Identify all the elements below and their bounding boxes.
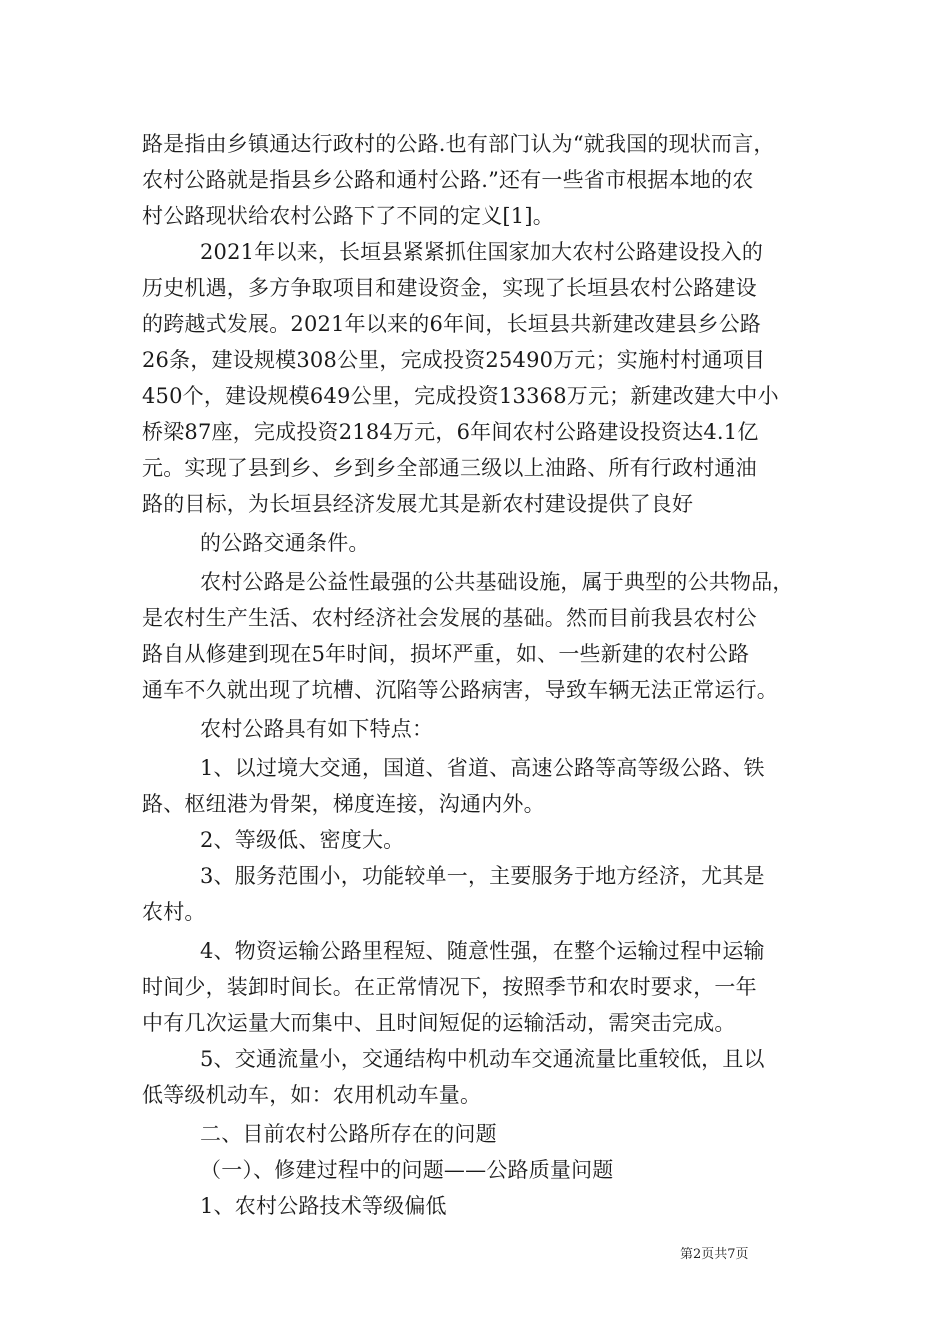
- text-line: 农村公路是公益性最强的公共基础设施，属于典型的公共物品，: [200, 570, 794, 594]
- text-line: 的公路交通条件。: [200, 531, 370, 555]
- text-line: 时间少，装卸时间长。在正常情况下，按照季节和农时要求，一年: [142, 975, 757, 999]
- text-line: 农村。: [142, 900, 206, 924]
- text-line: 路的目标，为长垣县经济发展尤其是新农村建设提供了良好: [142, 492, 694, 516]
- text-line: 1、农村公路技术等级偏低: [200, 1194, 447, 1218]
- text-line: 低等级机动车，如：农用机动车量。: [142, 1083, 482, 1107]
- text-line: 的跨越式发展。2021年以来的6年间，长垣县共新建改建县乡公路: [142, 312, 762, 336]
- text-line: 村公路现状给农村公路下了不同的定义[1]。: [142, 204, 554, 228]
- text-line: 1、以过境大交通，国道、省道、高速公路等高等级公路、铁: [200, 756, 765, 780]
- text-line: 路是指由乡镇通达行政村的公路.也有部门认为“就我国的现状而言，: [142, 132, 775, 156]
- text-line: 4、物资运输公路里程短、随意性强，在整个运输过程中运输: [200, 939, 765, 963]
- text-line: 是农村生产生活、农村经济社会发展的基础。然而目前我县农村公: [142, 606, 757, 630]
- text-line: 2、等级低、密度大。: [200, 828, 405, 852]
- text-line: 二、目前农村公路所存在的问题: [200, 1122, 497, 1146]
- text-line: 农村公路就是指县乡公路和通村公路.”还有一些省市根据本地的农: [142, 168, 754, 192]
- text-line: 元。实现了县到乡、乡到乡全部通三级以上油路、所有行政村通油: [142, 456, 757, 480]
- text-line: （一）、修建过程中的问题——公路质量问题: [200, 1158, 614, 1182]
- text-line: 路自从修建到现在5年时间，损坏严重，如、一些新建的农村公路: [142, 642, 750, 666]
- text-line: 5、交通流量小，交通结构中机动车交通流量比重较低，且以: [200, 1047, 765, 1071]
- text-line: 3、服务范围小，功能较单一，主要服务于地方经济，尤其是: [200, 864, 765, 888]
- text-line: 桥梁87座，完成投资2184万元，6年间农村公路建设投资达4.1亿: [142, 420, 759, 444]
- text-line: 通车不久就出现了坑槽、沉陷等公路病害，导致车辆无法正常运行。: [142, 678, 778, 702]
- text-line: 中有几次运量大而集中、且时间短促的运输活动，需突击完成。: [142, 1011, 736, 1035]
- text-line: 历史机遇，多方争取项目和建设资金，实现了长垣县农村公路建设: [142, 276, 757, 300]
- page-number: 第2页共7页: [680, 1247, 749, 1262]
- text-line: 450个，建设规模649公里，完成投资13368万元；新建改建大中小: [142, 384, 779, 408]
- text-line: 路、枢纽港为骨架，梯度连接，沟通内外。: [142, 792, 545, 816]
- text-line: 农村公路具有如下特点：: [200, 717, 434, 741]
- text-line: 2021年以来，长垣县紧紧抓住国家加大农村公路建设投入的: [200, 240, 764, 264]
- text-line: 26条，建设规模308公里，完成投资25490万元；实施村村通项目: [142, 348, 766, 372]
